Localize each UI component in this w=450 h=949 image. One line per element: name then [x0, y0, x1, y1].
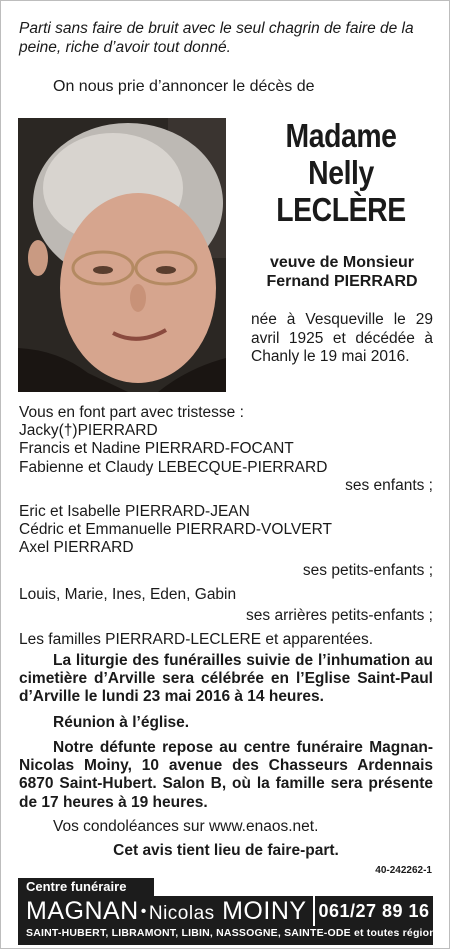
meeting-text: Réunion à l’église.: [53, 714, 190, 731]
grandchild-2: Cédric et Emmanuelle PIERRARD-VOLVERT: [19, 521, 332, 539]
name-title: Madame: [285, 117, 397, 154]
notice-text: Cet avis tient lieu de faire-part.: [113, 842, 339, 859]
brand-sub-1: Nicolas: [148, 903, 215, 924]
widow-line-2: Fernand PIERRARD: [266, 273, 418, 290]
family-list: [19, 404, 433, 649]
brand-sub-2: MOINY: [222, 897, 307, 925]
child-3: Fabienne et Claudy LEBECQUE-PIERRARD: [19, 458, 328, 476]
banner-label: Centre funéraire: [18, 878, 154, 896]
deceased-name: [251, 117, 431, 228]
grandchild-3: Axel PIERRARD: [19, 539, 134, 557]
grandchildren-label: ses petits-enfants ;: [302, 561, 433, 579]
great-grandchildren: Louis, Marie, Ines, Eden, Gabin: [19, 585, 237, 603]
announcement-line: On nous prie d’annoncer le décès de: [53, 78, 315, 95]
rest-text: Notre défunte repose au centre funéraire Magnan-Nicolas Moiny, 10 avenue des Chasseurs Ardennais 6870 Saint-Hubert. Salon B, où la famille sera présente de 17 heures à 19 heures.: [19, 739, 433, 811]
birth-death-info: née à Vesqueville le 29 avril 1925 et décédée à Chanly le 19 mai 2016.: [251, 311, 433, 365]
portrait-photo: [18, 118, 226, 392]
funeral-home-banner: [18, 878, 442, 945]
reference-number: 40-242262-1: [375, 865, 432, 876]
grandchild-1: Eric et Isabelle PIERRARD-JEAN: [19, 503, 250, 521]
quote-text: Parti sans faire de bruit avec le seul chagrin de faire de la peine, riche d’avoir tout donné.: [19, 20, 414, 56]
families-line: Les familles PIERRARD-LECLERE et apparentées.: [19, 631, 374, 649]
name-last: LECLÈRE: [276, 191, 406, 228]
service-areas: SAINT-HUBERT, LIBRAMONT, LIBIN, NASSOGNE, SAINTE-ODE et toutes régions: [26, 927, 442, 939]
portrait-illustration: [18, 118, 226, 392]
brand-separator: •: [140, 903, 147, 921]
child-2: Francis et Nadine PIERRARD-FOCANT: [19, 440, 294, 458]
family-intro: Vous en font part avec tristesse :: [19, 404, 244, 421]
name-first: Nelly: [308, 154, 374, 191]
banner-top-strip: [154, 878, 433, 896]
condolences-text: Vos condoléances sur www.enaos.net.: [53, 818, 319, 835]
child-1: Jacky(†)PIERRARD: [19, 422, 158, 440]
widow-line-1: veuve de Monsieur: [269, 254, 415, 271]
funeral-home-name: [26, 896, 307, 929]
great-grandchildren-label: ses arrières petits-enfants ;: [246, 607, 433, 625]
children-label: ses enfants ;: [345, 476, 433, 494]
phone-number[interactable]: 061/27 89 16: [313, 896, 433, 926]
widow-of: [251, 253, 433, 291]
brand-name: MAGNAN: [26, 897, 139, 925]
liturgy-text: La liturgie des funérailles suivie de l’inhumation au cimetière d’Arville sera célébrée en l’Eglise Saint-Paul d’Arville le lundi 23 mai 2016 à 14 heures.: [19, 652, 433, 706]
